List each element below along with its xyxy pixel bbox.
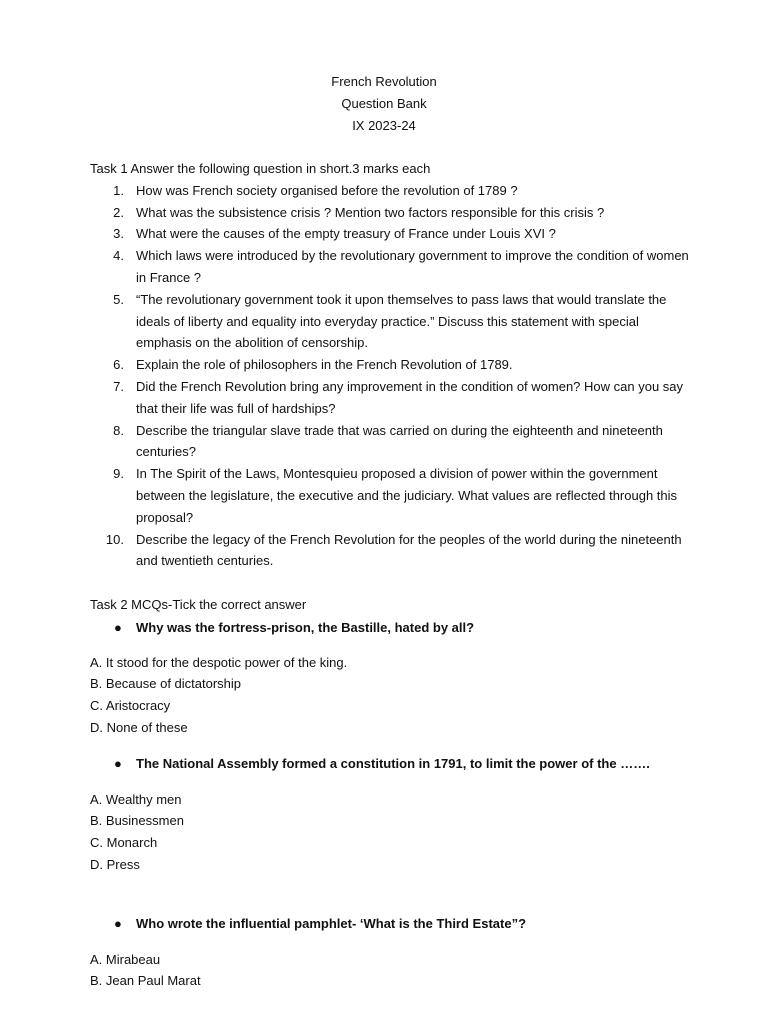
mcq-question-text: The National Assembly formed a constitution in 1791, to limit the power of the ……. xyxy=(136,755,650,771)
list-item xyxy=(90,529,690,573)
list-item xyxy=(90,354,690,376)
list-item xyxy=(90,289,690,354)
mcq-option[interactable]: B. Jean Paul Marat xyxy=(90,973,201,989)
list-item xyxy=(90,245,690,289)
task2-heading: Task 2 MCQs-Tick the correct answer xyxy=(90,597,307,612)
question-number: 9. xyxy=(113,466,124,482)
list-item xyxy=(90,420,690,464)
mcq-option[interactable]: C. Aristocracy xyxy=(90,698,171,714)
mcq-option[interactable]: B. Because of dictatorship xyxy=(90,676,242,692)
mcq-option[interactable]: D. None of these xyxy=(90,719,188,735)
list-item xyxy=(90,180,690,202)
question-number: 10. xyxy=(105,531,124,547)
header-class-year: IX 2023-24 xyxy=(352,117,416,133)
question-number: 1. xyxy=(113,182,124,198)
list-item xyxy=(90,376,690,420)
mcq-options xyxy=(90,949,710,993)
mcq-question-text: Who wrote the influential pamphlet- ‘What is the Third Estate”? xyxy=(136,915,527,931)
question-text: Describe the triangular slave trade that was carried on during the eighteenth and nineteenth centuries? xyxy=(136,422,663,460)
mcq-option[interactable]: B. Businessmen xyxy=(90,813,184,829)
mcq-question-text: Why was the fortress-prison, the Bastille, hated by all? xyxy=(136,619,475,635)
mcq-options xyxy=(90,789,710,876)
question-text: “The revolutionary government took it upon themselves to pass laws that would translate the ideals of liberty and equality into everyday practice.” Discuss this statement with special emphasis on the abolition of censorship. xyxy=(136,291,667,351)
mcq-option[interactable]: A. Wealthy men xyxy=(90,791,182,807)
question-text: Which laws were introduced by the revolutionary government to improve the condition of women in France ? xyxy=(136,248,689,285)
question-number: 5. xyxy=(113,291,124,307)
bullet-icon: ● xyxy=(114,619,122,635)
question-number: 4. xyxy=(113,248,124,264)
question-text: What were the causes of the empty treasury of France under Louis XVI ? xyxy=(136,226,556,242)
mcq-question xyxy=(90,617,710,639)
document-header xyxy=(0,71,768,136)
question-number: 8. xyxy=(113,422,124,438)
question-number: 3. xyxy=(113,226,124,242)
bullet-icon: ● xyxy=(114,755,122,771)
task1-section xyxy=(90,158,690,572)
question-text: In The Spirit of the Laws, Montesquieu proposed a division of power within the government between the legislature, the executive and the judiciary. What values are reflected through this proposal? xyxy=(136,466,678,525)
question-text: Did the French Revolution bring any improvement in the condition of women? How can you say that their life was full of hardships? xyxy=(136,378,684,416)
list-item xyxy=(90,463,690,528)
list-item xyxy=(90,202,690,224)
mcq-option[interactable]: A. It stood for the despotic power of the king. xyxy=(90,654,348,670)
mcq-option[interactable]: A. Mirabeau xyxy=(90,951,161,967)
question-number: 6. xyxy=(113,357,124,373)
question-number: 7. xyxy=(113,378,124,394)
mcq-question xyxy=(90,913,710,935)
mcq-options xyxy=(90,652,710,739)
mcq-option[interactable]: D. Press xyxy=(90,856,140,872)
question-text: How was French society organised before the revolution of 1789 ? xyxy=(136,182,518,198)
task2-section xyxy=(90,594,710,992)
bullet-icon: ● xyxy=(114,915,122,931)
question-text: Explain the role of philosophers in the French Revolution of 1789. xyxy=(136,357,513,373)
task1-heading: Task 1 Answer the following question in short.3 marks each xyxy=(90,161,431,176)
header-subtitle: Question Bank xyxy=(341,95,427,111)
list-item xyxy=(90,223,690,245)
task1-question-list xyxy=(90,180,690,572)
question-number: 2. xyxy=(113,204,124,220)
mcq-option[interactable]: C. Monarch xyxy=(90,835,158,851)
header-title: French Revolution xyxy=(331,74,437,89)
question-text: What was the subsistence crisis ? Mention two factors responsible for this crisis ? xyxy=(136,204,605,220)
question-text: Describe the legacy of the French Revolution for the peoples of the world during the nineteenth and twentieth centuries. xyxy=(136,531,682,569)
mcq-question xyxy=(90,753,710,775)
